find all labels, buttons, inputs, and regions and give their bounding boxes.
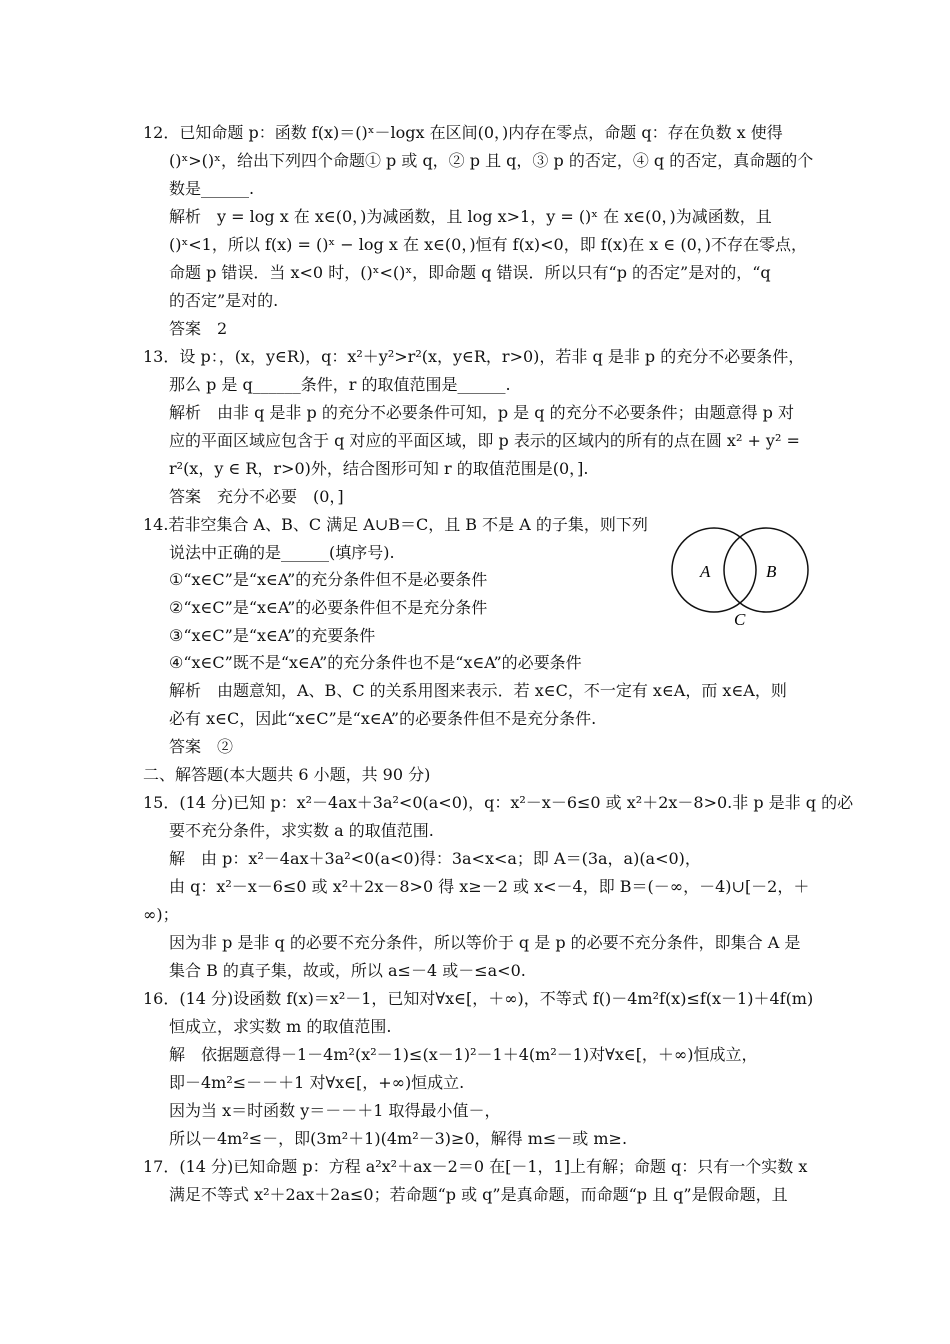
set-a-circle — [672, 528, 756, 612]
text-line: 数是______. — [169, 179, 255, 198]
text-line: 集合 B 的真子集，故或，所以 a≤－4 或－≤a<0. — [169, 961, 526, 980]
text-line: 13．设 p：，(x，y∈R)，q：x²＋y²>r²(x，y∈R，r>0)，若非 q 是非 p 的充分不必要条件， — [143, 347, 805, 366]
text-line: ②“x∈C”是“x∈A”的必要条件但不是充分条件 — [169, 598, 488, 617]
text-line: 的否定”是对的. — [169, 291, 279, 310]
text-line: 14.若非空集合 A、B、C 满足 A∪B＝C，且 B 不是 A 的子集，则下列 — [143, 515, 648, 534]
text-line: 17．(14 分)已知命题 p：方程 a²x²＋ax－2＝0 在[－1，1]上有解；命题 q：只有一个实数 x — [143, 1157, 808, 1176]
text-line: 解析 由非 q 是非 p 的充分不必要条件可知，p 是 q 的充分不必要条件；由题意得 p 对 — [169, 403, 794, 422]
text-line: r²(x，y ∈ R，r>0)外，结合图形可知 r 的取值范围是(0，]. — [169, 459, 589, 478]
text-line: 说法中正确的是______(填序号). — [169, 543, 395, 562]
text-line: 解 依据题意得－1－4m²(x²－1)≤(x－1)²－1＋4(m²－1)对∀x∈[，＋∞)恒成立， — [169, 1045, 758, 1064]
text-line: 即－4m²≤－－＋1 对∀x∈[，+∞)恒成立. — [169, 1073, 465, 1092]
text-line: 应的平面区域应包含于 q 对应的平面区域，即 p 表示的区域内的所有的点在圆 x² + y² = — [169, 431, 800, 450]
text-line: ()ˣ<1，所以 f(x) = ()ˣ − log x 在 x∈(0，)恒有 f(x)<0，即 f(x)在 x ∈ (0，)不存在零点， — [169, 235, 808, 254]
text-line: 恒成立，求实数 m 的取值范围. — [169, 1017, 392, 1036]
text-line: 15．(14 分)已知 p：x²－4ax＋3a²<0(a<0)，q：x²－x－6≤0 或 x²＋2x－8>0.非 p 是非 q 的必 — [143, 793, 854, 812]
text-line: ④“x∈C”既不是“x∈A”的充分条件也不是“x∈A”的必要条件 — [169, 653, 582, 672]
text-line: 必有 x∈C，因此“x∈C”是“x∈A”的必要条件但不是充分条件. — [169, 709, 597, 728]
text-line: 二、解答题(本大题共 6 小题，共 90 分) — [143, 765, 431, 784]
set-a-label: A — [700, 562, 711, 581]
text-line: ①“x∈C”是“x∈A”的充分条件但不是必要条件 — [169, 570, 488, 589]
text-line: ()ˣ>()ˣ，给出下列四个命题① p 或 q，② p 且 q，③ p 的否定，④ q 的否定，真命题的个 — [169, 151, 814, 170]
set-b-label: B — [766, 562, 777, 581]
text-line: 解析 y = log x 在 x∈(0，)为减函数，且 log x>1，y = ()ˣ 在 x∈(0，)为减函数，且 — [169, 207, 772, 226]
text-line: 满足不等式 x²＋2ax＋2a≤0；若命题“p 或 q”是真命题，而命题“p 且 q”是假命题，且 — [169, 1185, 788, 1204]
text-line: 由 q：x²－x－6≤0 或 x²＋2x－8>0 得 x≥－2 或 x<－4，即 B＝(－∞，－4)∪[－2，＋ — [169, 877, 810, 896]
text-line: 答案 ② — [169, 737, 234, 756]
text-line: 12．已知命题 p：函数 f(x)＝()ˣ－logx 在区间(0，)内存在零点，命题 q：存在负数 x 使得 — [143, 123, 783, 142]
text-line: 解 由 p：x²－4ax＋3a²<0(a<0)得：3a<x<a；即 A＝(3a，a)(a<0)， — [169, 849, 701, 868]
text-line: ∞)； — [143, 905, 179, 924]
text-line: 所以－4m²≤－，即(3m²＋1)(4m²－3)≥0，解得 m≤－或 m≥. — [169, 1129, 628, 1148]
text-line: 那么 p 是 q______条件，r 的取值范围是______. — [169, 375, 511, 394]
venn-diagram — [662, 522, 812, 634]
text-line: 答案 充分不必要 (0，] — [169, 487, 344, 506]
text-line: 16．(14 分)设函数 f(x)＝x²－1，已知对∀x∈[，＋∞)，不等式 f()－4m²f(x)≤f(x－1)＋4f(m) — [143, 989, 814, 1008]
text-line: 因为当 x＝时函数 y＝－－＋1 取得最小值－， — [169, 1101, 501, 1120]
text-line: ③“x∈C”是“x∈A”的充要条件 — [169, 626, 376, 645]
set-c-label: C — [734, 610, 746, 629]
text-line: 命题 p 错误．当 x<0 时，()ˣ<()ˣ，即命题 q 错误．所以只有“p 的否定”是对的，“q — [169, 263, 771, 282]
text-line: 要不充分条件，求实数 a 的取值范围. — [169, 821, 434, 840]
text-line: 因为非 p 是非 q 的必要不充分条件，所以等价于 q 是 p 的必要不充分条件，即集合 A 是 — [169, 933, 801, 952]
text-line: 答案 2 — [169, 319, 228, 338]
text-line: 解析 由题意知，A、B、C 的关系用图来表示．若 x∈C，不一定有 x∈A，而 x∈A，则 — [169, 681, 787, 700]
